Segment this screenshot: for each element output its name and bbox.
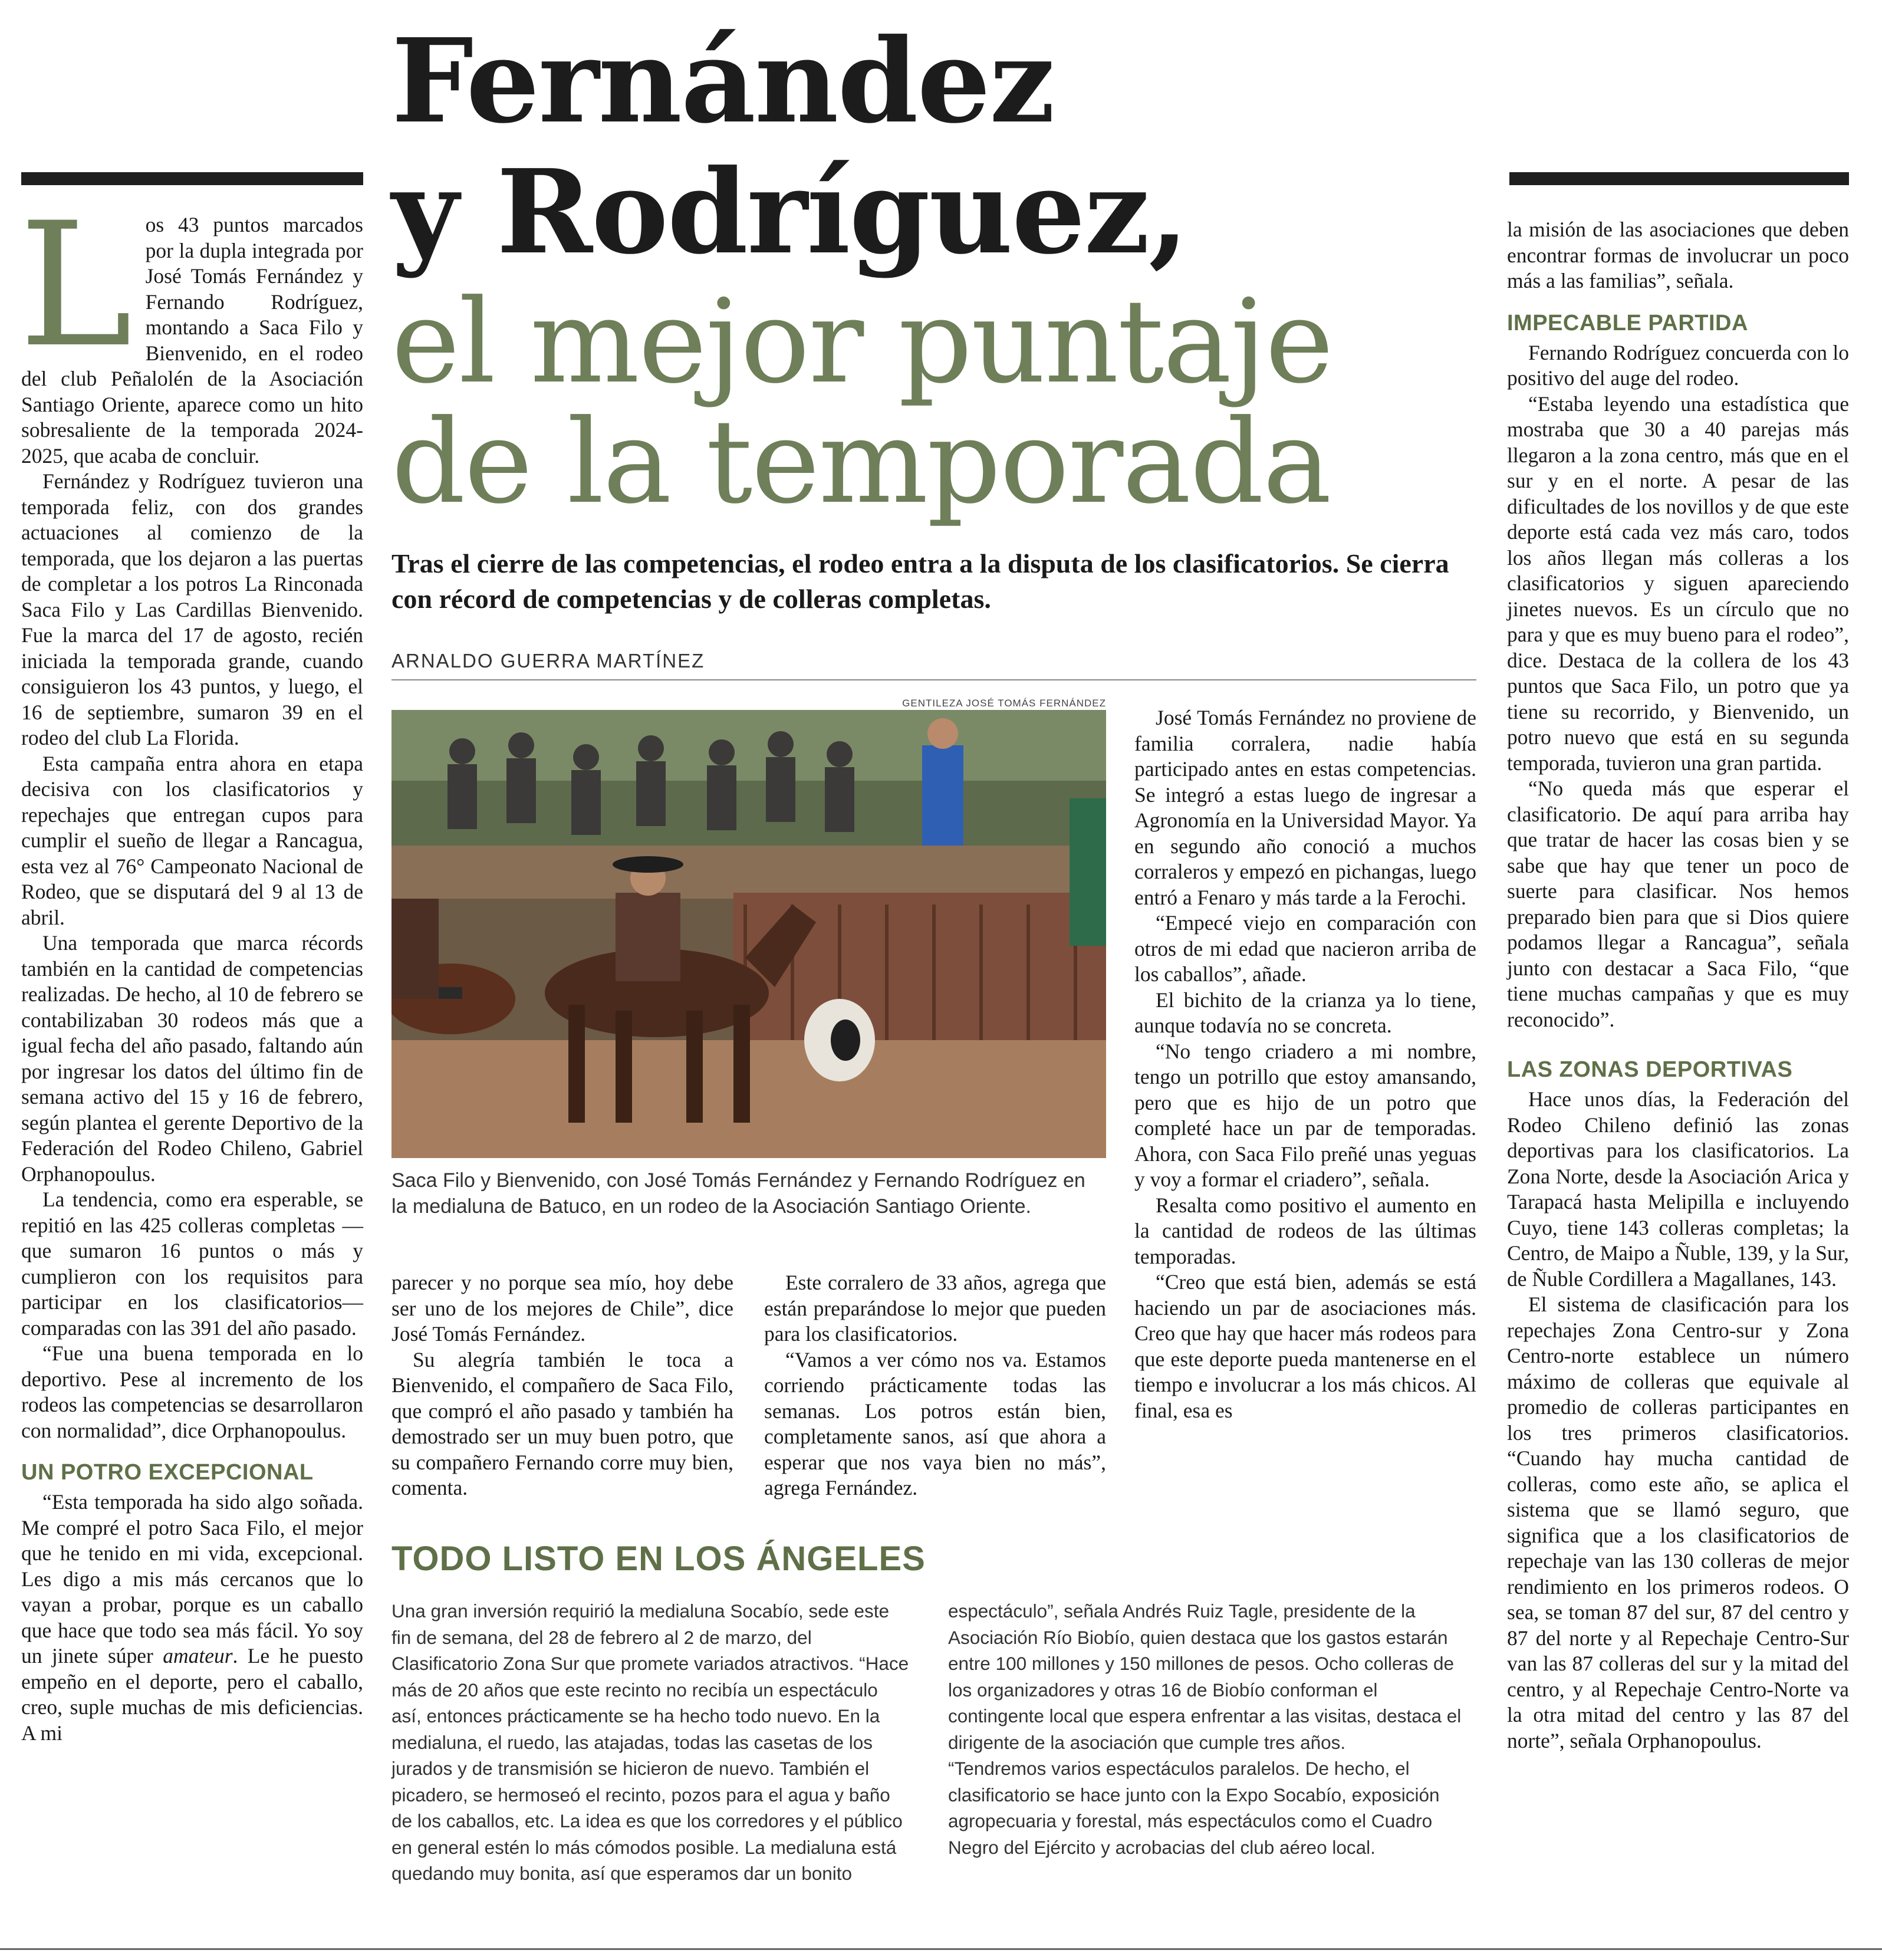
rodeo-photo-illustration [391,710,1106,1158]
box-left-paragraph: Una gran inversión requirió la medialuna Socabío, sede este fin de semana, del 28 de febrero al 2 de marzo, del Clasificatorio Zona Sur que promete variados atractivos. “Hace más de 20 años que este recinto no recibía un espectáculo así, entonces prácticamente se ha hecho todo nuevo. En la medialuna, el ruedo, las atajadas, todas las casetas de los jurados y de transmisión se hicieron de nuevo. También el picadero, se hermoseó el recinto, pozos para el agua y baño de los caballos, etc. La idea es que los corredores y el público en general estén lo más cómodos posible. La medialuna está quedando muy bonita, así que esperamos dar un bonito [391,1600,909,1884]
col1-paragraph-4: Una temporada que marca récords también en la cantidad de competencias realizadas. De hecho, al 10 de febrero se contabilizaban 30 rodeos más que a igual fecha del año pasado, faltando aún por ingresar los datos del último fin de semana activo del 15 y 16 de febrero, según plantea el gerente Deportivo de la Federación del Rodeo Chileno, Gabriel Orphanopoulus. [21,931,363,1186]
byline-rule [391,679,1476,680]
col4-paragraph-1: José Tomás Fernández no proviene de familia corralera, nadie había participado antes en estas competencias. Se integró a estas luego de ingresar a Agronomía en la Universidad Mayor. Ya en segundo año conoció a muchos corraleros y empezó en pichangas, luego entró a Fenaro y más tarde a la Ferochi. [1134,706,1476,909]
subhead-impecable-partida: IMPECABLE PARTIDA [1507,310,1748,336]
col1-paragraph-6: “Fue una buena temporada en lo deportivo. Pese al incremento de los rodeos las competencias se desarrollaron con normalidad”, dice Orphanopoulus. [21,1341,363,1442]
top-rule-right [1509,172,1849,185]
col4-paragraph-2: “Empecé viejo en comparación con otros de mi edad que nacieron arriba de los caballos”, añade. [1134,911,1476,986]
col5-paragraph-5: Hace unos días, la Federación del Rodeo Chileno definió las zonas deportivas para los clasificatorios. La Zona Norte, desde la Asociación Arica y Tarapacá hasta Melipilla e incluyendo Cuyo, tiene 143 colleras completas; la Centro, de Maipo a Ñuble, 139, y la Sur, de Ñuble Cordillera a Magallanes, 143. [1507,1087,1849,1291]
col1-paragraph-3: Esta campaña entra ahora en etapa decisiva con los clasificatorios y repechajes que entregan cupos para cumplir el sueño de llegar a Rancagua, esta vez al 76° Campeonato Nacional de Rodeo, que se disputará del 9 al 13 de abril. [21,751,363,929]
col2-paragraph-2: Su alegría también le toca a Bienvenido, el compañero de Saca Filo, que compró el año pasado y también ha demostrado ser un muy buen potro, que su compañero Fernando corre muy bien, comenta. [391,1347,733,1499]
col3-paragraph-1: Este corralero de 33 años, agrega que están preparándose lo mejor que pueden para los clasificatorios. [764,1271,1106,1346]
col3-paragraph-2: “Vamos a ver cómo nos va. Estamos corriendo prácticamente todas las semanas. Los potros están bien, completamente sanos, así que ahora a esperar que nos vaya bien no más”, agrega Fernández. [764,1347,1106,1499]
deck: Tras el cierre de las competencias, el rodeo entra a la disputa de los clasificatorios. Se cierra con récord de competencias y de colleras completas. [391,548,1449,614]
col1-paragraph-7 [21,1489,363,1746]
rodeo-photo [391,710,1106,1158]
box-right-paragraph-2: “Tendremos varios espectáculos paralelos. De hecho, el clasificatorio se hace junto con la Expo Socabío, exposición agropecuaria y forestal, más espectáculos como el Cuadro Negro del Ejército y acrobacias del club aéreo local. [948,1758,1440,1858]
col5-paragraph-6: El sistema de clasificación para los repechajes Zona Centro-sur y Zona Centro-norte establece un número máximo de colleras que equivale al promedio de colleras participantes en los tres primeros clasificatorios. “Cuando hay mucha cantidad de colleras, como este año, se aplica el sistema que se llamó seguro, que significa que a los clasificatorios de repechaje van las 130 colleras de mejor rendimiento en los primeros rodeos. O sea, se toman 87 del sur, 87 del centro y 87 del norte y al Repechaje Centro-Sur van las 87 colleras del sur y la mitad del centro, y al Repechaje Centro-Norte va la otra mitad del centro y las 87 del norte”, señala Orphanopoulus. [1507,1293,1849,1752]
col4-paragraph-6: “Creo que está bien, además se está haciendo un par de asociaciones más. Creo que hay que hacer más rodeos para que este deporte pueda mantenerse en el tiempo e involucrar a los más chicos. Al final, esa es [1134,1270,1476,1422]
box-right-paragraph-1: espectáculo”, señala Andrés Ruiz Tagle, presidente de la Asociación Río Biobío, quien destaca que los gastos estarán entre 100 millones y 150 millones de pesos. Ocho colleras de los organizadores y otras 16 de Biobío conforman el contingente local que espera enfrentar a las visitas, destaca el dirigente de la asociación que cumple tres años. [948,1600,1462,1753]
col4-paragraph-3: El bichito de la crianza ya lo tiene, aunque todavía no se concreta. [1134,988,1476,1037]
drop-cap: L [19,186,133,385]
col1-paragraph-1: os 43 puntos marcados por la dupla integrada por José Tomás Fernández y Fernando Rodríguez, montando a Saca Filo y Bienvenido, en el rodeo del club Peñalolén de la Asociación Santiago Oriente, aparece como un hito sobresaliente de la temporada 2024-2025, que acaba de concluir. [21,213,363,468]
column-1 [19,186,363,1746]
photo-credit: GENTILEZA JOSÉ TOMÁS FERNÁNDEZ [902,698,1106,709]
subhead-un-potro-excepcional: UN POTRO EXCEPCIONAL [21,1460,314,1485]
col1-p7-end: . Le he puesto empeño en el deporte, pero el caballo, creo, suple muchas de mis deficiencias. A mi [21,1644,363,1745]
col1-p7-emphasis: amateur [163,1644,233,1668]
column-5 [1507,217,1849,1754]
col1-paragraph-5: La tendencia, como era esperable, se repitió en las 425 colleras completas —que sumaron 16 puntos o más y cumplieron con los requisitos para participar en los clasificatorios— comparadas con las 391 del año pasado. [21,1188,363,1340]
box-title: TODO LISTO EN LOS ÁNGELES [391,1540,926,1578]
byline: ARNALDO GUERRA MARTÍNEZ [391,650,705,672]
box-column-left [391,1598,910,1887]
headline-line-4: de la temporada [391,395,1331,530]
headline-line-1: Fernández [391,14,1054,149]
col4-paragraph-5: Resalta como positivo el aumento en la cantidad de rodeos de las últimas temporadas. [1134,1193,1476,1268]
column-3 [764,1270,1106,1501]
col1-paragraph-2: Fernández y Rodríguez tuvieron una temporada feliz, con dos grandes actuaciones al comienzo de la temporada, que los dejaron a las puertas de completar a los potros La Rinconada Saca Filo y Las Cardillas Bienvenido. Fue la marca del 17 de agosto, recién iniciada la temporada grande, cuando consiguieron los 43 puntos, y luego, el 16 de septiembre, sumaron 39 en el rodeo del club La Florida. [21,469,363,749]
top-rule-left [21,172,363,185]
col4-paragraph-4: “No tengo criadero a mi nombre, tengo un potrillo que estoy amansando, pero que es hijo de un potro que completé hace un par de temporadas. Ahora, con Saca Filo preñé unas yeguas y voy a formar el criadero”, señala. [1134,1039,1476,1191]
headline-line-2: y Rodríguez, [391,144,1188,280]
box-column-right [948,1598,1479,1860]
col2-paragraph-1: parecer y no porque sea mío, hoy debe ser uno de los mejores de Chile”, dice José Tomás Fernández. [391,1271,733,1346]
column-4 [1134,705,1476,1423]
headline-line-3: el mejor puntaje [391,275,1332,409]
photo-caption: Saca Filo y Bienvenido, con José Tomás Fernández y Fernando Rodríguez en la medialuna de Batuco, en un rodeo de la Asociación Santiago Oriente. [391,1169,1085,1218]
col1-p7-start: “Esta temporada ha sido algo soñada. Me compré el potro Saca Filo, el mejor que he tenido en mi vida, excepcional. Les digo a mis más cercanos que lo vayan a probar, porque es un caballo que hace que todo sea más fácil. Yo soy un jinete súper [21,1490,363,1668]
subhead-las-zonas-deportivas: LAS ZONAS DEPORTIVAS [1507,1057,1793,1082]
col5-paragraph-4: “No queda más que esperar el clasificatorio. De aquí para arriba hay que tratar de hacer las cosas bien y se sabe que hay que tener un poco de suerte para clasificar. Nos hemos preparado bien para que si Dios quiere podamos llegar a Rancagua”, señala junto con destacar a Saca Filo, “que tiene muchas campañas y que es muy reconocido”. [1507,777,1849,1031]
col5-paragraph-1: la misión de las asociaciones que deben encontrar formas de involucrar un poco más a las familias”, señala. [1507,218,1849,292]
column-2 [391,1270,733,1501]
col5-paragraph-3: “Estaba leyendo una estadística que mostraba que 30 a 40 parejas más llegaron a la zona centro, más que en el sur y en el norte. A pesar de las dificultades de los novillos y de que este deporte está cada vez más caro, todos los años llegan más colleras a los clasificatorios y siguen apareciendo jinetes nuevos. Es un círculo que no para y que es muy bueno para el rodeo”, dice. Destaca de la collera de los 43 puntos que Saca Filo, un potro que ya tiene su recorrido, y Bienvenido, un potro nuevo que está en su segunda temporada, tuvieron una gran partida. [1507,392,1849,775]
bottom-rule [0,1948,1882,1950]
col5-paragraph-2: Fernando Rodríguez concuerda con lo positivo del auge del rodeo. [1507,340,1849,390]
